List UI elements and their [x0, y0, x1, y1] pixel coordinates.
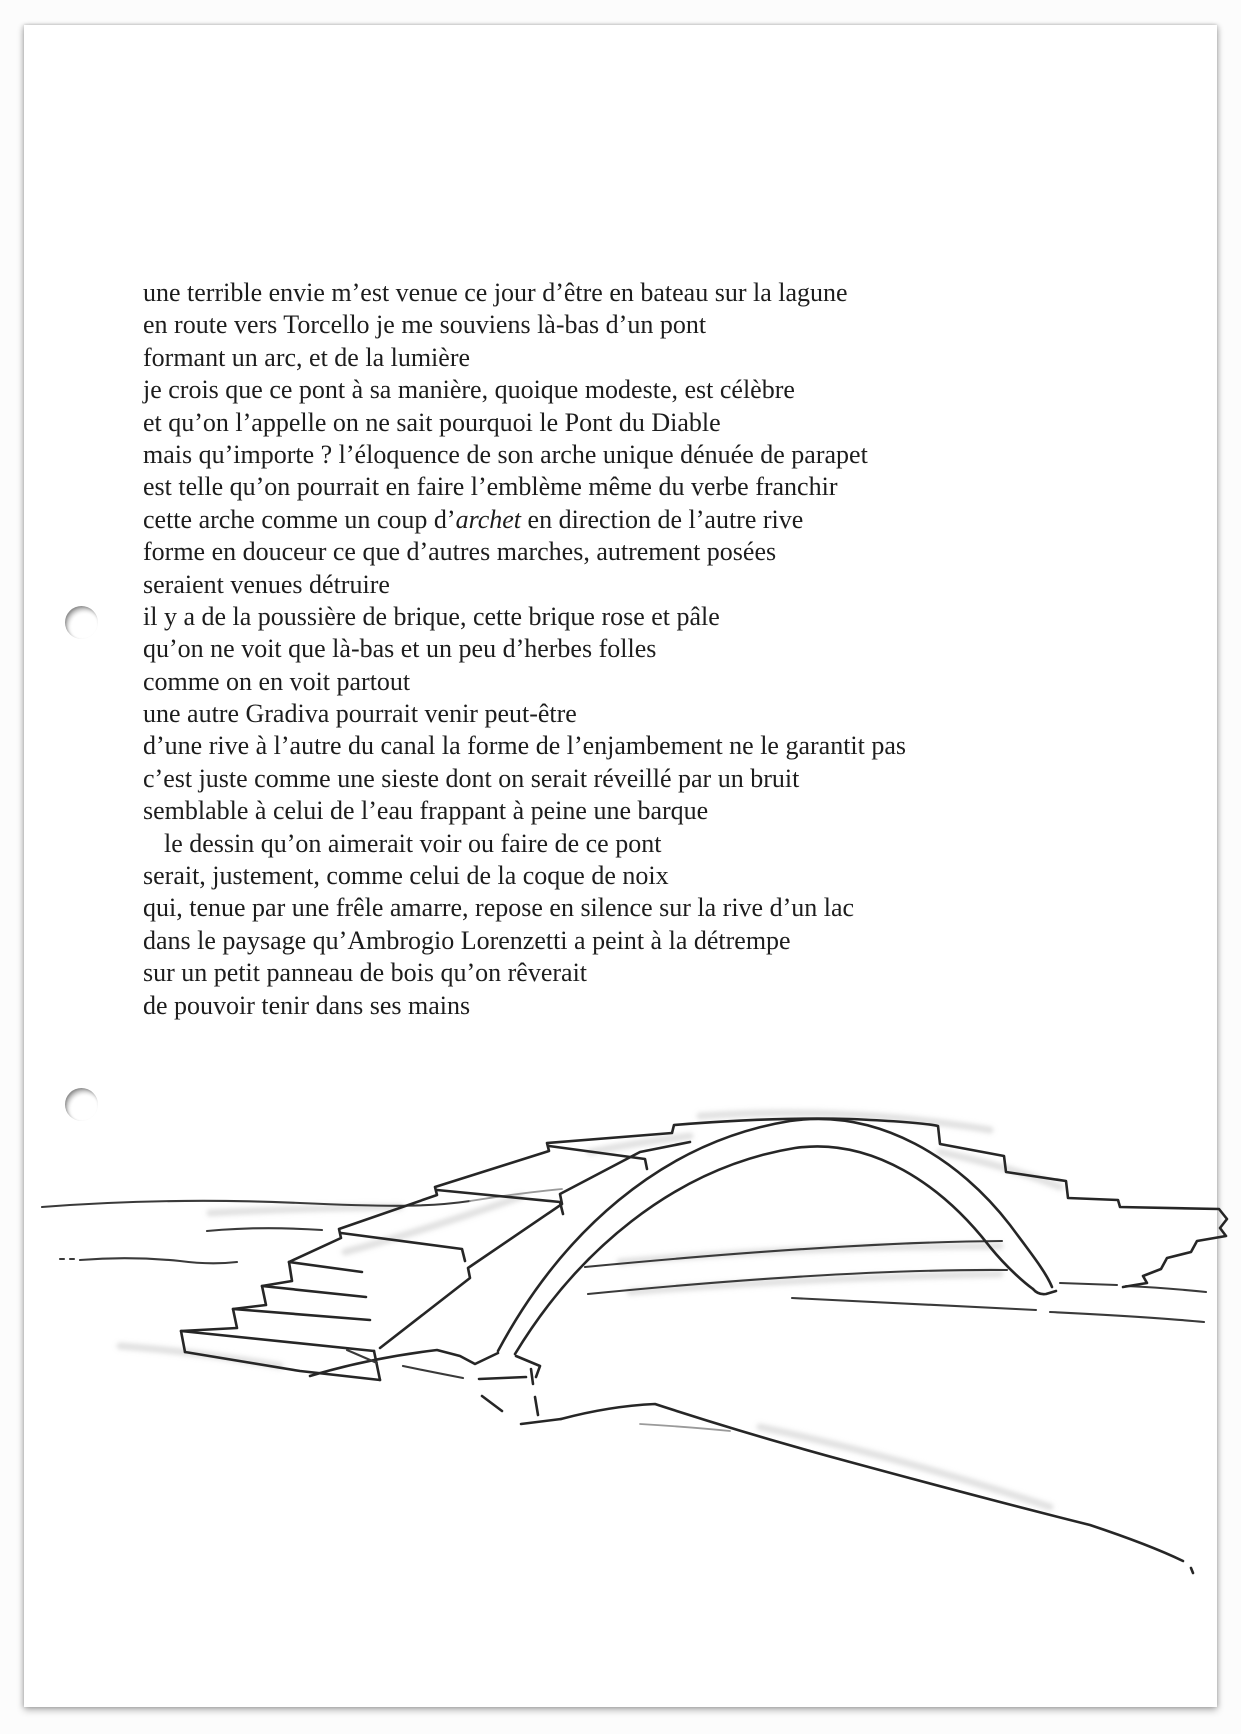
poem-line: dans le paysage qu’Ambrogio Lorenzetti a peint à la détrempe	[143, 925, 791, 955]
poem-line: en route vers Torcello je me souviens là-bas d’un pont	[143, 310, 707, 340]
poem-line: qu’on ne voit que là-bas et un peu d’herbes folles	[143, 634, 657, 664]
poem-line: le dessin qu’on aimerait voir ou faire de ce pont	[164, 828, 662, 858]
poem-line: je crois que ce pont à sa manière, quoique modeste, est célèbre	[143, 375, 795, 405]
poem-text-block	[143, 277, 1063, 1022]
poem-line: de pouvoir tenir dans ses mains	[143, 990, 471, 1020]
poem-line: c’est juste comme une sieste dont on serait réveillé par un bruit	[143, 763, 800, 793]
poem-line: une terrible envie m’est venue ce jour d’être en bateau sur la lagune	[143, 278, 848, 307]
poem-line: seraient venues détruire	[143, 569, 390, 599]
poem-line: serait, justement, comme celui de la coque de noix	[143, 861, 669, 891]
punch-hole-top	[65, 606, 98, 639]
poem-line: mais qu’importe ? l’éloquence de son arche unique dénuée de parapet	[143, 439, 868, 469]
punch-hole-bottom	[65, 1088, 98, 1121]
poem-line: semblable à celui de l’eau frappant à peine une barque	[143, 796, 709, 826]
poem-line: comme on en voit partout	[143, 666, 411, 696]
poem-line: formant un arc, et de la lumière	[143, 342, 471, 372]
poem-line: cette arche comme un coup d’archet en direction de l’autre rive	[143, 504, 804, 534]
poem-line: et qu’on l’appelle on ne sait pourquoi le Pont du Diable	[143, 407, 721, 437]
poem-line: sur un petit panneau de bois qu’on rêverait	[143, 958, 588, 988]
poem-line: une autre Gradiva pourrait venir peut-être	[143, 699, 577, 729]
poem-line: qui, tenue par une frêle amarre, repose en silence sur la rive d’un lac	[143, 893, 855, 923]
poem-line: il y a de la poussière de brique, cette brique rose et pâle	[143, 601, 720, 631]
poem-line: forme en douceur ce que d’autres marches, autrement posées	[143, 537, 777, 567]
poem-line: d’une rive à l’autre du canal la forme de l’enjambement ne le garantit pas	[143, 731, 907, 761]
poem-line: est telle qu’on pourrait en faire l’emblème même du verbe franchir	[143, 472, 838, 502]
